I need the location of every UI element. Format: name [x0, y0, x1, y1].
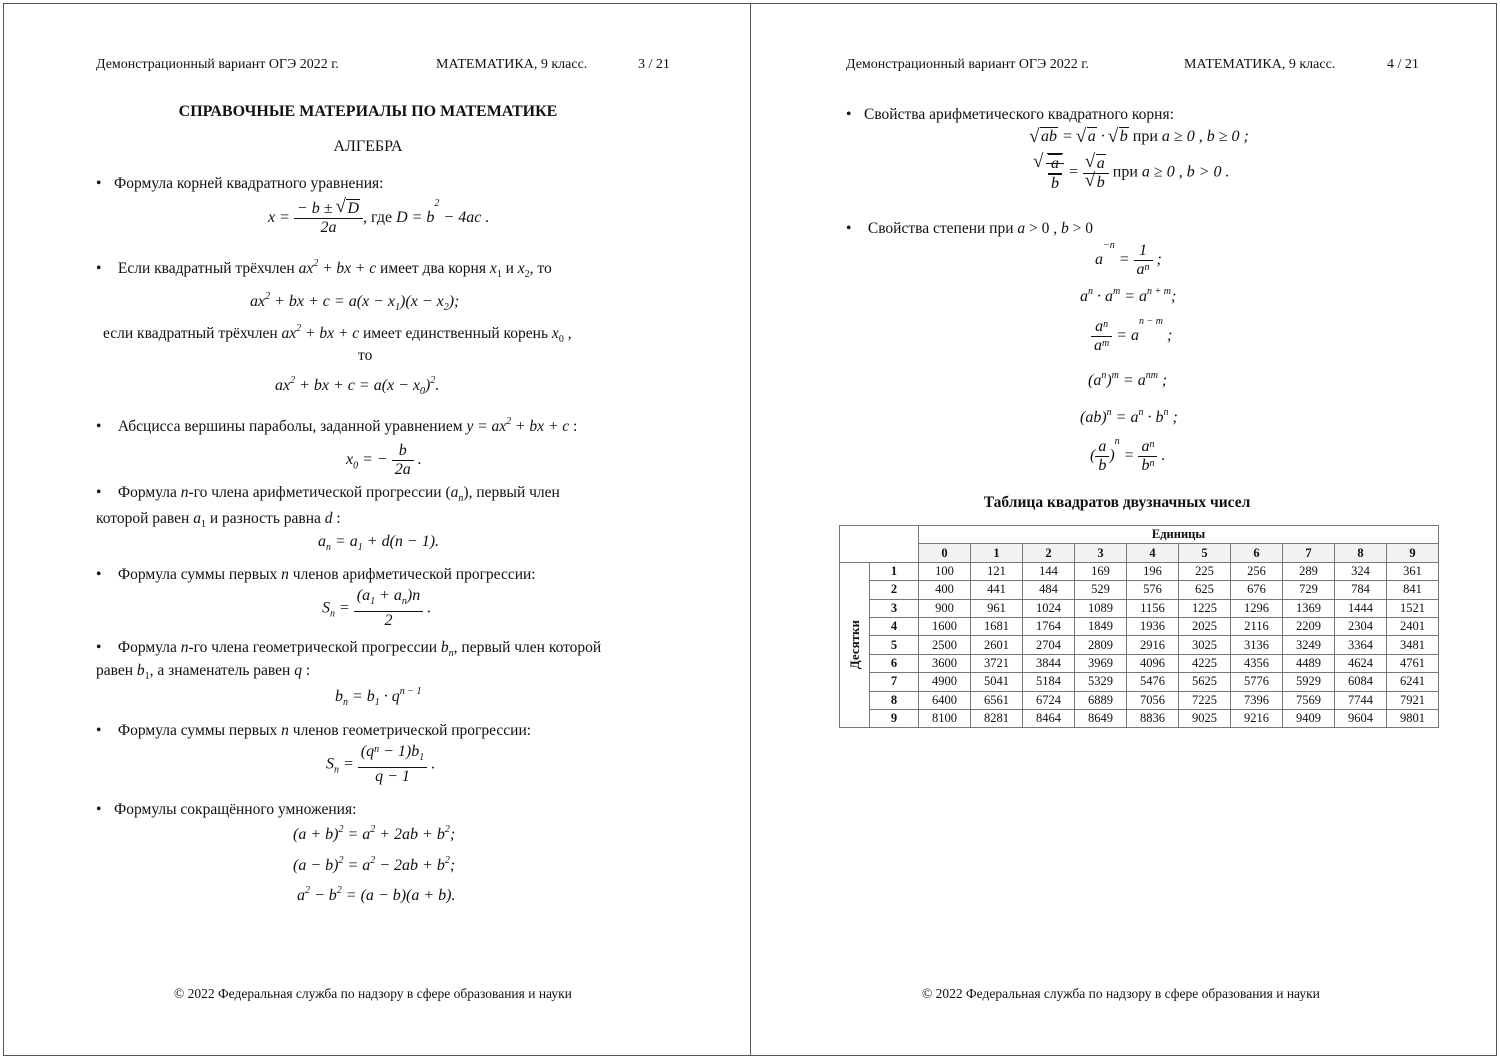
tens-header [840, 562, 870, 728]
table-cell: 2304 [1335, 617, 1387, 635]
formula-quadratic: x = $\frac{- b \pm √ D}{2a}$ , где $D = b^2 - 4ac$ . [268, 200, 489, 237]
table-row [840, 709, 1439, 727]
table-cell: 4761 [1387, 654, 1439, 672]
table-corner-cell [840, 526, 919, 563]
column-header: 1 [971, 544, 1023, 562]
table-cell: 1024 [1023, 599, 1075, 617]
row-header: 5 [870, 636, 919, 654]
table-cell: 3969 [1075, 654, 1127, 672]
table-cell: 7396 [1231, 691, 1283, 709]
table-cell: 6084 [1335, 673, 1387, 691]
column-header: 3 [1075, 544, 1127, 562]
table-cell: 4225 [1179, 654, 1231, 672]
table-cell: 8464 [1023, 709, 1075, 727]
section-title: АЛГЕБРА [333, 138, 403, 155]
formula-power-power: $(a^n)^m = a^{nm}$ ; [1088, 370, 1168, 389]
text-arith-nth-cont: которой равен $a_1$ и разность равна d : [96, 510, 341, 531]
table-cell: 144 [1023, 562, 1075, 580]
squares-table [839, 525, 1439, 728]
table-cell: 2209 [1283, 617, 1335, 635]
table-cell: 1600 [919, 617, 971, 635]
formula-geom-nth: $b_n = b_1 \cdot q^{n - 1}$ [335, 686, 422, 709]
table-cell: 1521 [1387, 599, 1439, 617]
column-header: 2 [1023, 544, 1075, 562]
row-header: 1 [870, 562, 919, 580]
table-row [840, 654, 1439, 672]
formula-diff-squares: $a^2 - b^2 = (a - b)(a + b)$. [297, 885, 456, 904]
table-cell: 841 [1387, 581, 1439, 599]
table-cell: 121 [971, 562, 1023, 580]
table-cell: 8649 [1075, 709, 1127, 727]
table-cell: 256 [1231, 562, 1283, 580]
table-cell: 1369 [1283, 599, 1335, 617]
table-cell: 676 [1231, 581, 1283, 599]
bullet-geom-sum: • Формула суммы первых n членов геометрической прогрессии: [96, 722, 531, 740]
table-cell: 2809 [1075, 636, 1127, 654]
table-cell: 196 [1127, 562, 1179, 580]
table-cell: 3136 [1231, 636, 1283, 654]
bullet-root-props: • Свойства арифметического квадратного корня: [846, 106, 1174, 124]
row-header: 4 [870, 617, 919, 635]
table-cell: 484 [1023, 581, 1075, 599]
table-cell: 7569 [1283, 691, 1335, 709]
table-cell: 169 [1075, 562, 1127, 580]
column-header: 8 [1335, 544, 1387, 562]
table-row [840, 562, 1439, 580]
row-header: 2 [870, 581, 919, 599]
table-cell: 400 [919, 581, 971, 599]
table-cell: 3600 [919, 654, 971, 672]
header-left-right-page: Демонстрационный вариант ОГЭ 2022 г. [846, 57, 1089, 72]
table-row [840, 599, 1439, 617]
formula-factor-two: $ax^2$ + bx + $c = a(x - x_1)(x - x_2)$; [250, 291, 460, 314]
table-cell: 6400 [919, 691, 971, 709]
row-header: 7 [870, 673, 919, 691]
bullet-trinomial: • Если квадратный трёхчлен $ax^2$ + bx + c имеет два корня $x_1$ и $x_2$, то [96, 260, 552, 280]
table-cell: 4356 [1231, 654, 1283, 672]
table-cell: 2025 [1179, 617, 1231, 635]
table-cell: 9801 [1387, 709, 1439, 727]
bullet-arith-nth: • Формула n-го члена арифметической прогрессии $(a_n)$, первый член [96, 484, 560, 504]
formula-factor-one: $ax^2$ + bx + $c = a(x - x_0)^2$. [275, 375, 440, 398]
table-cell: 1444 [1335, 599, 1387, 617]
table-cell: 729 [1283, 581, 1335, 599]
bullet-power-props: • Свойства степени при a > 0 , b > 0 [846, 220, 1093, 238]
table-cell: 441 [971, 581, 1023, 599]
table-row [840, 581, 1439, 599]
table-row [840, 673, 1439, 691]
formula-arith-sum: $S_n$ = $\frac{(a_1 + a_n)n}{2}$ . [322, 587, 432, 630]
table-cell: 5329 [1075, 673, 1127, 691]
formula-vertex: $x_0$ = − $\frac{b}{2a}$ . [346, 442, 422, 478]
table-cell: 1936 [1127, 617, 1179, 635]
row-header: 8 [870, 691, 919, 709]
table-row [840, 617, 1439, 635]
table-cell: 9604 [1335, 709, 1387, 727]
header-left: Демонстрационный вариант ОГЭ 2022 г. [96, 57, 339, 72]
table-cell: 6561 [971, 691, 1023, 709]
table-cell: 6241 [1387, 673, 1439, 691]
table-cell: 2401 [1387, 617, 1439, 635]
units-header: Единицы [919, 526, 1439, 544]
formula-square-diff: $(a - b)^2 = a^2 - 2ab + b^2$; [293, 855, 456, 874]
table-cell: 961 [971, 599, 1023, 617]
table-cell: 6724 [1023, 691, 1075, 709]
table-cell: 8836 [1127, 709, 1179, 727]
table-cell: 1764 [1023, 617, 1075, 635]
table-row [840, 691, 1439, 709]
table-cell: 3844 [1023, 654, 1075, 672]
table-cell: 7921 [1387, 691, 1439, 709]
table-cell: 324 [1335, 562, 1387, 580]
table-row [840, 636, 1439, 654]
formula-geom-sum: $S_n$ = $\frac{(q^n - 1)b_1}{q - 1}$ . [326, 743, 436, 786]
table-cell: 361 [1387, 562, 1439, 580]
footer-left: © 2022 Федеральная служба по надзору в сфере образования и науки [174, 986, 572, 1001]
table-cell: 3364 [1335, 636, 1387, 654]
table-header-row [840, 526, 1439, 544]
bullet-quadratic: • Формула корней квадратного уравнения: [96, 175, 383, 193]
table-cell: 100 [919, 562, 971, 580]
table-cell: 2916 [1127, 636, 1179, 654]
table-cell: 8100 [919, 709, 971, 727]
table-cell: 1225 [1179, 599, 1231, 617]
text-geom-nth-cont: равен $b_1$, а знаменатель равен q : [96, 662, 311, 683]
table-cell: 4489 [1283, 654, 1335, 672]
table-cell: 3481 [1387, 636, 1439, 654]
table-columns-row [840, 544, 1439, 562]
bullet-geom-nth: • Формула n-го члена геометрической прогрессии $b_n$, первый член которой [96, 639, 601, 659]
bullet-arith-sum: • Формула суммы первых n членов арифметической прогрессии: [96, 566, 536, 584]
table-cell: 625 [1179, 581, 1231, 599]
page-number-right: 4 / 21 [1387, 57, 1419, 72]
table-cell: 4900 [919, 673, 971, 691]
text-trinomial-one: если квадратный трёхчлен $ax^2$ + bx + c имеет единственный корень $x_0$ , [103, 323, 572, 346]
table-cell: 7225 [1179, 691, 1231, 709]
table-cell: 576 [1127, 581, 1179, 599]
tens-label: Десятки [846, 620, 862, 670]
formula-power-frac: ( $\frac{a}{b}$ )$^n$ = $\frac{a^n}{b^n}$ . [1090, 436, 1166, 474]
table-cell: 289 [1283, 562, 1335, 580]
column-header: 4 [1127, 544, 1179, 562]
table-cell: 2500 [919, 636, 971, 654]
page-title: СПРАВОЧНЫЕ МАТЕРИАЛЫ ПО МАТЕМАТИКЕ [178, 103, 558, 120]
text-then: то [358, 347, 373, 364]
table-cell: 2116 [1231, 617, 1283, 635]
table-cell: 900 [919, 599, 971, 617]
table-cell: 5476 [1127, 673, 1179, 691]
table-cell: 784 [1335, 581, 1387, 599]
table-cell: 2601 [971, 636, 1023, 654]
column-header: 6 [1231, 544, 1283, 562]
bullet-abbrev: • Формулы сокращённого умножения: [96, 801, 356, 819]
table-cell: 1296 [1231, 599, 1283, 617]
table-cell: 3249 [1283, 636, 1335, 654]
table-cell: 3721 [971, 654, 1023, 672]
table-cell: 529 [1075, 581, 1127, 599]
formula-arith-nth: $a_n = a_1 + d(n - 1)$. [318, 533, 440, 554]
table-cell: 5625 [1179, 673, 1231, 691]
table-cell: 9216 [1231, 709, 1283, 727]
row-header: 9 [870, 709, 919, 727]
table-cell: 7056 [1127, 691, 1179, 709]
table-cell: 5184 [1023, 673, 1075, 691]
table-title: Таблица квадратов двузначных чисел [983, 494, 1251, 511]
row-header: 6 [870, 654, 919, 672]
table-cell: 4624 [1335, 654, 1387, 672]
header-center-right-page: МАТЕМАТИКА, 9 класс. [1184, 57, 1336, 72]
table-cell: 1089 [1075, 599, 1127, 617]
row-header: 3 [870, 599, 919, 617]
table-cell: 1156 [1127, 599, 1179, 617]
table-cell: 225 [1179, 562, 1231, 580]
formula-power-ab: $(ab)^n = a^n \cdot b^n$ ; [1080, 407, 1178, 426]
formula-power-neg: $a^{-n}$ = $\frac{1}{a^n}$ ; [1095, 240, 1162, 278]
column-header: 7 [1283, 544, 1335, 562]
table-cell: 5776 [1231, 673, 1283, 691]
formula-root-quotient: √ $\frac{a}{b}$ = √ a √ b при a ≥ 0 , b > 0 . [1034, 153, 1230, 193]
table-cell: 5041 [971, 673, 1023, 691]
table-cell: 1681 [971, 617, 1023, 635]
column-header: 9 [1387, 544, 1439, 562]
column-header: 0 [919, 544, 971, 562]
page-number: 3 / 21 [638, 57, 670, 72]
header-center: МАТЕМАТИКА, 9 класс. [436, 57, 588, 72]
table-cell: 5929 [1283, 673, 1335, 691]
bullet-vertex: • Абсцисса вершины параболы, заданной уравнением $y = ax^2$ + bx + c : [96, 418, 577, 436]
column-header: 5 [1179, 544, 1231, 562]
formula-root-product: √ ab = √ a · √ b при a ≥ 0 , b ≥ 0 ; [1030, 128, 1249, 146]
table-cell: 8281 [971, 709, 1023, 727]
table-cell: 2704 [1023, 636, 1075, 654]
formula-power-product: $a^n \cdot a^m = a^{n + m}$; [1080, 286, 1177, 305]
formula-power-quotient: $\frac{a^n}{a^m}$ = $a^{n - m}$ ; [1091, 318, 1172, 355]
table-cell: 1849 [1075, 617, 1127, 635]
table-cell: 3025 [1179, 636, 1231, 654]
table-cell: 9409 [1283, 709, 1335, 727]
table-cell: 6889 [1075, 691, 1127, 709]
table-cell: 9025 [1179, 709, 1231, 727]
formula-square-sum: $(a + b)^2 = a^2 + 2ab + b^2$; [293, 824, 456, 843]
table-cell: 7744 [1335, 691, 1387, 709]
footer-right: © 2022 Федеральная служба по надзору в сфере образования и науки [922, 986, 1320, 1001]
table-cell: 4096 [1127, 654, 1179, 672]
